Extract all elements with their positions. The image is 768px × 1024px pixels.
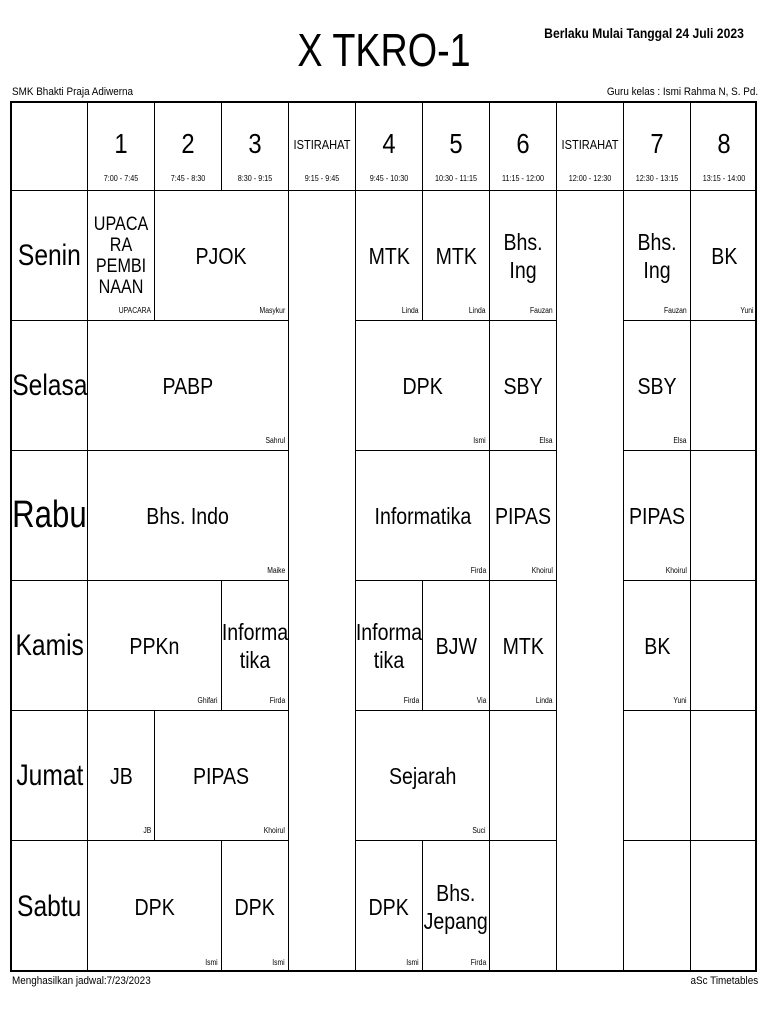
timetable-grid <box>10 101 757 972</box>
period-number: 1 <box>114 128 128 159</box>
lesson-cell <box>222 841 289 972</box>
break-time: 9:15 - 9:45 <box>304 173 340 183</box>
lesson-teacher: Linda <box>469 306 486 315</box>
empty-cell <box>691 581 757 711</box>
lesson-subject: MTK <box>435 242 477 269</box>
lesson-subject: Bhs. Indo <box>146 502 230 529</box>
day-label <box>12 321 88 451</box>
empty-cell <box>490 711 557 841</box>
lesson-cell <box>624 321 691 451</box>
lesson-subject: DPK <box>134 893 175 920</box>
lesson-subject: UPACA RA PEMBI NAAN <box>93 213 149 298</box>
valid-from-text: Berlaku Mulai Tanggal 24 Juli 2023 <box>544 26 744 41</box>
brand-text: aSc Timetables <box>690 975 758 987</box>
lesson-subject: BK <box>710 242 738 269</box>
lesson-teacher: Maike <box>266 566 285 575</box>
lesson-subject: BK <box>643 632 671 659</box>
lesson-cell <box>88 711 155 841</box>
break-column <box>557 191 624 972</box>
lesson-cell <box>356 711 490 841</box>
lesson-teacher: Elsa <box>539 436 553 445</box>
lesson-subject: DPK <box>368 893 410 920</box>
period-header <box>624 103 691 191</box>
period-number: 3 <box>248 128 262 159</box>
break-header <box>557 103 624 191</box>
period-time: 7:45 - 8:30 <box>170 173 206 183</box>
day-label <box>12 191 88 321</box>
lesson-subject: Bhs. Ing <box>503 228 543 283</box>
lesson-cell <box>624 451 691 581</box>
lesson-subject: SBY <box>503 372 543 399</box>
empty-cell <box>691 841 757 972</box>
lesson-teacher: Firda <box>403 696 419 705</box>
break-time: 12:00 - 12:30 <box>568 173 612 183</box>
lesson-teacher: Masykur <box>259 306 285 315</box>
period-header <box>356 103 423 191</box>
day-name: Jumat <box>16 758 84 792</box>
lesson-subject: MTK <box>368 242 410 269</box>
lesson-cell <box>490 451 557 581</box>
period-time: 11:15 - 12:00 <box>501 173 545 183</box>
day-name: Selasa <box>12 368 88 402</box>
lesson-teacher: Yuni <box>673 696 687 705</box>
lesson-cell <box>624 191 691 321</box>
lesson-cell <box>88 581 222 711</box>
lesson-teacher: Ismi <box>272 958 285 967</box>
lesson-teacher: Ismi <box>473 436 486 445</box>
lesson-cell <box>490 581 557 711</box>
lesson-teacher: Firda <box>269 696 285 705</box>
lesson-subject: BJW <box>435 632 477 659</box>
period-time: 7:00 - 7:45 <box>103 173 139 183</box>
lesson-subject: PJOK <box>195 242 248 269</box>
period-header <box>222 103 289 191</box>
lesson-subject: Informa tika <box>356 618 423 673</box>
lesson-cell <box>155 711 289 841</box>
lesson-cell <box>624 581 691 711</box>
period-number: 6 <box>516 128 530 159</box>
lesson-subject: PIPAS <box>628 502 686 529</box>
lesson-teacher: Ismi <box>205 958 218 967</box>
period-time: 9:45 - 10:30 <box>369 173 409 183</box>
lesson-teacher: Elsa <box>673 436 687 445</box>
break-header <box>289 103 356 191</box>
lesson-cell <box>356 451 490 581</box>
day-name: Sabtu <box>17 889 82 923</box>
period-time: 12:30 - 13:15 <box>635 173 679 183</box>
lesson-subject: MTK <box>502 632 544 659</box>
lesson-teacher: Ghifari <box>197 696 218 705</box>
lesson-subject: PPKn <box>129 632 180 659</box>
lesson-cell <box>490 191 557 321</box>
lesson-cell <box>88 321 289 451</box>
break-column <box>289 191 356 972</box>
period-time: 10:30 - 11:15 <box>434 173 478 183</box>
day-label <box>12 451 88 581</box>
lesson-cell <box>423 191 490 321</box>
break-label: ISTIRAHAT <box>293 137 351 152</box>
lesson-teacher: Ismi <box>406 958 419 967</box>
generated-date: Menghasilkan jadwal:7/23/2023 <box>12 975 151 987</box>
lesson-cell <box>88 841 222 972</box>
lesson-cell <box>88 191 155 321</box>
empty-cell <box>691 321 757 451</box>
break-label: ISTIRAHAT <box>561 137 619 152</box>
lesson-subject: Bhs. Jepang <box>423 879 489 934</box>
lesson-teacher: Firda <box>470 566 486 575</box>
period-number: 4 <box>382 128 396 159</box>
lesson-cell <box>222 581 289 711</box>
lesson-teacher: Yuni <box>740 306 754 315</box>
lesson-subject: Sejarah <box>388 762 457 789</box>
lesson-subject: DPK <box>402 372 443 399</box>
period-header <box>88 103 155 191</box>
period-header <box>490 103 557 191</box>
lesson-cell <box>155 191 289 321</box>
corner-cell <box>12 103 88 191</box>
lesson-cell <box>691 191 757 321</box>
day-name: Senin <box>18 238 81 272</box>
lesson-teacher: Firda <box>470 958 486 967</box>
lesson-subject: Informa tika <box>222 618 289 673</box>
lesson-teacher: Linda <box>536 696 553 705</box>
lesson-subject: Informatika <box>374 502 471 529</box>
period-header <box>423 103 490 191</box>
lesson-subject: DPK <box>234 893 276 920</box>
lesson-cell <box>423 581 490 711</box>
period-time: 13:15 - 14:00 <box>702 173 746 183</box>
lesson-teacher: JB <box>143 826 151 835</box>
empty-cell <box>490 841 557 972</box>
day-label <box>12 581 88 711</box>
period-header <box>691 103 757 191</box>
lesson-teacher: UPACARA <box>118 306 151 315</box>
day-label <box>12 841 88 972</box>
lesson-teacher: Fauzan <box>664 306 687 315</box>
lesson-cell <box>423 841 490 972</box>
lesson-cell <box>356 581 423 711</box>
empty-cell <box>691 711 757 841</box>
lesson-teacher: Fauzan <box>530 306 553 315</box>
empty-cell <box>624 841 691 972</box>
lesson-teacher: Khoirul <box>665 566 687 575</box>
lesson-teacher: Suci <box>472 826 486 835</box>
empty-cell <box>624 711 691 841</box>
lesson-teacher: Khoirul <box>531 566 553 575</box>
class-teacher: Guru kelas : Ismi Rahma N, S. Pd. <box>606 86 758 98</box>
lesson-cell <box>356 841 423 972</box>
lesson-cell <box>88 451 289 581</box>
lesson-subject: PIPAS <box>494 502 552 529</box>
lesson-cell <box>356 191 423 321</box>
lesson-subject: PIPAS <box>193 762 250 789</box>
period-number: 5 <box>449 128 463 159</box>
lesson-cell <box>356 321 490 451</box>
period-number: 7 <box>650 128 664 159</box>
school-name: SMK Bhakti Praja Adiwerna <box>12 86 134 98</box>
lesson-subject: PABP <box>162 372 214 399</box>
lesson-subject: JB <box>109 762 133 789</box>
day-label <box>12 711 88 841</box>
lesson-subject: SBY <box>637 372 677 399</box>
lesson-cell <box>490 321 557 451</box>
period-number: 2 <box>181 128 195 159</box>
day-name: Rabu <box>12 494 87 536</box>
empty-cell <box>691 451 757 581</box>
period-header <box>155 103 222 191</box>
period-number: 8 <box>717 128 731 159</box>
lesson-teacher: Via <box>476 696 486 705</box>
day-name: Kamis <box>15 628 84 662</box>
lesson-teacher: Linda <box>402 306 419 315</box>
lesson-teacher: Sahrul <box>265 436 285 445</box>
page-title: X TKRO-1 <box>297 24 471 76</box>
lesson-teacher: Khoirul <box>263 826 285 835</box>
lesson-subject: Bhs. Ing <box>637 228 677 283</box>
period-time: 8:30 - 9:15 <box>237 173 273 183</box>
